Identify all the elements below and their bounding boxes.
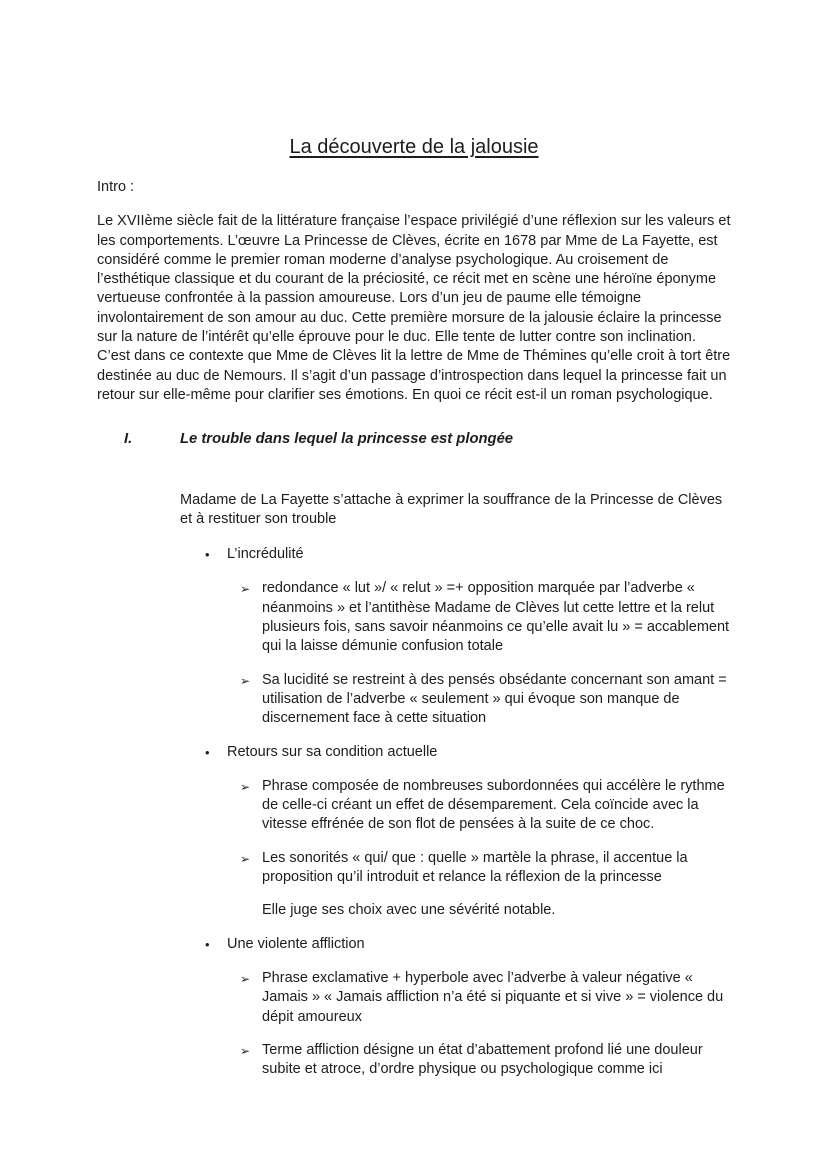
sub-point-text: Les sonorités « qui/ que : quelle » martèle la phrase, il accentue la proposition qu’il introduit et relance la réflexion de la princesse	[262, 849, 688, 886]
bullet-label: Une violente affliction	[227, 935, 365, 952]
sub-point-text: redondance « lut »/ « relut » =+ opposition marquée par l’adverbe « néanmoins » et l’antithèse Madame de Clèves lut cette lettre et la relut plusieurs fois, sans savoir néanmoins ce qu’elle avait lu » = accablement qui la laisse démunie confusion totale	[262, 580, 730, 655]
sub-point	[240, 969, 731, 1027]
sub-point	[240, 849, 731, 888]
sub-point	[240, 671, 731, 729]
section-numeral: I.	[124, 431, 133, 448]
sub-point	[240, 1041, 731, 1080]
bullet-icon: •	[205, 744, 210, 760]
intro-paragraph: Le XVIIème siècle fait de la littérature française l’espace privilégié d’une réflexion sur les valeurs et les comportements. L’œuvre La Princesse de Clèves, écrite en 1678 par Mme de La Fayette, est considéré comme le premier roman moderne d’analyse psychologique. Au croisement de l’esthétique classique et du courant de la préciosité, ce récit met en scène une héroïne éponyme vertueuse confrontée à la passion amoureuse. Lors d’un jeu de paume elle témoigne involontairement de son amour au duc. Cette première morsure de la jalousie éclaire la princesse sur la nature de l’intérêt qu’elle éprouve pour le duc. Elle tente de lutter contre son inclination. C’est dans ce contexte que Mme de Clèves lit la lettre de Mme de Thémines qu’elle croit à tort être destinée au duc de Nemours. Il s’agit d’un passage d’introspection dans lequel la princesse fait un retour sur elle-même pour clarifier ses émotions. En quoi ce récit est-il un roman psychologique.	[97, 213, 731, 403]
sub-point-text: Phrase composée de nombreuses subordonnées qui accélère le rythme de celle-ci créant un effet de désemparement. Cela coïncide avec la vitesse effrénée de son flot de pensées à la suite de ce choc.	[262, 777, 725, 833]
section-heading	[124, 430, 731, 449]
arrow-bullet-icon: ➢	[240, 971, 251, 986]
arrow-bullet-icon: ➢	[240, 851, 251, 866]
sub-point-text: Terme affliction désigne un état d’abattement profond lié une douleur subite et atroce, d’ordre physique ou psychologique comme ici	[262, 1041, 703, 1078]
sub-point-text: Sa lucidité se restreint à des pensés obsédante concernant son amant = utilisation de l’adverbe « seulement » qui évoque son manque de discernement face à cette situation	[262, 671, 727, 727]
arrow-bullet-icon: ➢	[240, 673, 251, 688]
bullet-icon: •	[205, 547, 210, 563]
bullet-label: L’incrédulité	[227, 546, 304, 563]
bullet-item-affliction	[205, 935, 731, 954]
document-title: La découverte de la jalousie	[289, 136, 539, 158]
bullet-item-incredulite	[205, 545, 731, 564]
bullet-item-retours	[205, 743, 731, 762]
arrow-bullet-icon: ➢	[240, 779, 251, 794]
section-lead-paragraph: Madame de La Fayette s’attache à exprimer la souffrance de la Princesse de Clèves et à restituer son trouble	[180, 491, 723, 527]
sub-point	[240, 579, 731, 656]
sub-point-note: Elle juge ses choix avec une sévérité notable.	[262, 902, 556, 919]
sub-point-text: Phrase exclamative + hyperbole avec l’adverbe à valeur négative « Jamais » « Jamais affliction n’a été si piquante et si vive » = violence du dépit amoureux	[262, 969, 724, 1025]
bullet-label: Retours sur sa condition actuelle	[227, 743, 438, 760]
sub-point	[240, 777, 731, 835]
bullet-icon: •	[205, 936, 210, 952]
arrow-bullet-icon: ➢	[240, 1043, 251, 1058]
intro-label: Intro :	[97, 179, 135, 195]
arrow-bullet-icon: ➢	[240, 582, 251, 597]
section-heading-text: Le trouble dans lequel la princesse est plongée	[180, 431, 514, 448]
